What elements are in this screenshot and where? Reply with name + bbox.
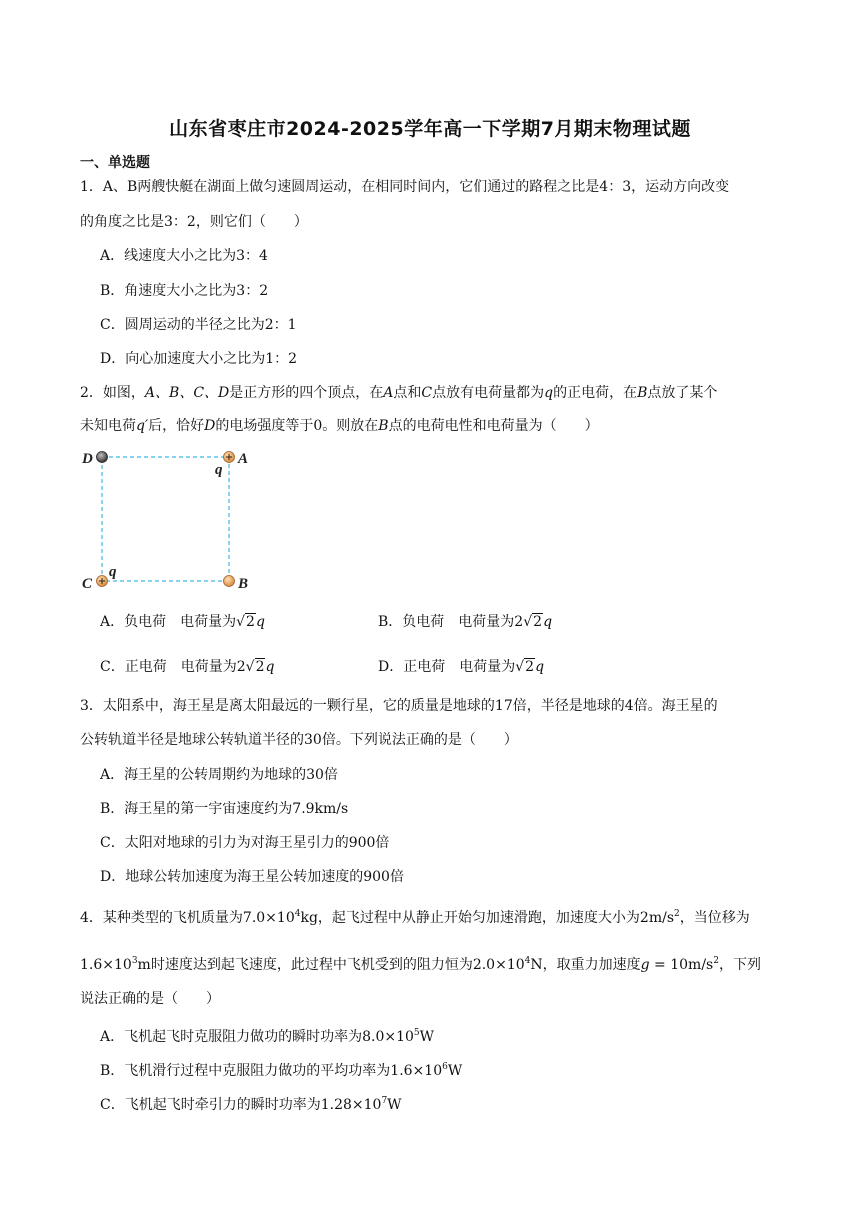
exponent: 2 <box>713 956 719 966</box>
charge-symbol: q <box>265 659 275 675</box>
unit: m <box>137 957 151 973</box>
q1-stem-line1: 1．A、B两艘快艇在湖面上做匀速圆周运动，在相同时间内，它们通过的路程之比是4：3，运动方向改变 <box>80 179 730 195</box>
displacement-value: 1.6×10 <box>80 957 132 973</box>
gravity-symbol: g <box>640 957 650 973</box>
q4-text: ，起飞过程中从静止开始匀加速滑跑，加速度大小为 <box>317 910 640 926</box>
q4-text: ，取重力加速度 <box>542 957 641 973</box>
q2-point: B <box>378 418 389 434</box>
q2-text: 的电场强度等于0。则放在 <box>215 418 379 434</box>
exponent: 6 <box>442 1062 448 1072</box>
power-value: 8.0×10 <box>362 1029 414 1045</box>
q2-square-diagram <box>78 440 258 600</box>
radicand: 2 <box>255 659 265 675</box>
q2-text: 点放有电荷量都为 <box>432 385 545 401</box>
label-a: A <box>238 451 249 467</box>
q2-text: 未知电荷 <box>80 418 136 434</box>
q2-point: D <box>204 418 216 434</box>
q2-point: A <box>383 385 394 401</box>
exponent: 5 <box>413 1028 420 1038</box>
sqrt-icon: √2 <box>523 614 543 630</box>
q3-option-b: B．海王星的第一宇宙速度约为7.9km/s <box>100 801 349 817</box>
q2-text: 点放了某个 <box>647 385 718 401</box>
sqrt-icon: √2 <box>236 614 255 630</box>
coefficient: 2 <box>514 614 524 630</box>
q2-point: B <box>637 385 648 401</box>
square-edges <box>102 457 229 581</box>
q2-text: 2．如图， <box>80 385 145 401</box>
unit: W <box>447 1063 463 1079</box>
q2-stem-line2 <box>80 416 785 436</box>
q4-text: 时速度达到起飞速度，此过程中飞机受到的阻力恒为 <box>150 957 473 973</box>
radicand: 2 <box>246 614 255 630</box>
option-text: A．飞机起飞时克服阻力做功的瞬时功率为 <box>100 1029 363 1045</box>
option-text: D．正电荷 电荷量为 <box>378 659 516 675</box>
exponent: 3 <box>131 956 138 966</box>
option-text: B．飞机滑行过程中克服阻力做功的平均功率为 <box>100 1063 391 1079</box>
q3-stem-line2: 公转轨道半径是地球公转轨道半径的30倍。下列说法正确的是（ ） <box>80 732 518 748</box>
q4-option-b <box>100 1057 462 1081</box>
section-heading: 一、单选题 <box>80 155 150 171</box>
power-value: 1.28×10 <box>320 1097 382 1113</box>
q2-point: C <box>421 385 433 401</box>
q2-charge-symbol: q <box>544 385 554 401</box>
q2-option-b <box>378 612 552 632</box>
q2-text: 点和 <box>393 385 422 401</box>
exponent: 2 <box>674 909 680 919</box>
q4-stem-line1 <box>80 904 785 928</box>
charge-symbol: q <box>543 614 553 630</box>
q3-option-a: A．海王星的公转周期约为地球的30倍 <box>100 767 338 783</box>
q4-stem-line2 <box>80 951 785 975</box>
q2-vertices: A、B、C、D <box>144 385 230 401</box>
q4-text: ，下列 <box>718 957 761 973</box>
q1-stem-line2: 的角度之比是3：2，则它们（ ） <box>80 214 308 230</box>
charge-symbol: q <box>535 659 545 675</box>
label-d: D <box>82 451 93 467</box>
sqrt-icon: √2 <box>515 659 535 675</box>
q2-option-a <box>100 612 265 632</box>
q2-text: 点的电荷电性和电荷量为（ ） <box>388 418 599 434</box>
option-text: A．负电荷 电荷量为 <box>100 614 237 630</box>
q2-unknown-charge: q′ <box>136 418 149 434</box>
radicand: 2 <box>533 614 543 630</box>
q2-text: 的正电荷，在 <box>553 385 638 401</box>
unit: N <box>530 957 543 973</box>
unit: W <box>419 1029 435 1045</box>
q1-option-c: C．圆周运动的半径之比为2：1 <box>100 317 297 333</box>
radicand: 2 <box>525 659 535 675</box>
q1-option-b: B．角速度大小之比为3：2 <box>100 283 269 299</box>
unit: W <box>387 1097 402 1113</box>
q4-text: 4．某种类型的飞机质量为 <box>80 910 243 926</box>
q2-text: 后，恰好 <box>148 418 205 434</box>
unit: kg <box>300 910 318 926</box>
gravity-value: = 10m/s <box>649 957 714 973</box>
page-title: 山东省枣庄市2024-2025学年高一下学期7月期末物理试题 <box>169 118 691 140</box>
q1-option-d: D．向心加速度大小之比为1：2 <box>100 351 298 367</box>
acceleration-value: 2m/s <box>639 910 675 926</box>
label-b: B <box>238 576 249 592</box>
q2-option-c <box>100 657 274 677</box>
q3-option-d: D．地球公转加速度为海王星公转加速度的900倍 <box>100 869 404 885</box>
exponent: 4 <box>294 909 301 919</box>
charge-symbol: q <box>255 614 265 630</box>
q4-stem-line3: 说法正确的是（ ） <box>80 991 220 1007</box>
resistance-value: 2.0×10 <box>472 957 525 973</box>
q2-option-d <box>378 657 544 677</box>
label-q-a: q <box>215 462 223 478</box>
q1-option-a: A．线速度大小之比为3：4 <box>100 248 268 264</box>
q4-option-a <box>100 1023 434 1047</box>
coefficient: 2 <box>236 659 246 675</box>
q4-text: ，当位移为 <box>679 910 750 926</box>
q4-option-c <box>100 1091 402 1115</box>
mass-value: 7.0×10 <box>242 910 295 926</box>
label-q-c: q <box>109 564 117 580</box>
q3-option-c: C．太阳对地球的引力为对海王星引力的900倍 <box>100 835 390 851</box>
q2-text: 是正方形的四个顶点，在 <box>229 385 384 401</box>
q3-stem-line1: 3．太阳系中，海王星是离太阳最远的一颗行星，它的质量是地球的17倍，半径是地球的4倍。海王星的 <box>80 698 718 714</box>
label-c: C <box>82 576 93 592</box>
option-text: C．正电荷 电荷量为 <box>100 659 237 675</box>
exponent: 4 <box>524 956 531 966</box>
option-text: B．负电荷 电荷量为 <box>378 614 515 630</box>
sqrt-icon: √2 <box>245 659 265 675</box>
power-value: 1.6×10 <box>390 1063 443 1079</box>
charge-b-dot <box>224 576 235 587</box>
q2-stem-line1 <box>80 383 785 403</box>
charge-d-dot <box>97 452 108 463</box>
exponent: 7 <box>381 1096 388 1106</box>
option-text: C．飞机起飞时牵引力的瞬时功率为 <box>100 1097 321 1113</box>
